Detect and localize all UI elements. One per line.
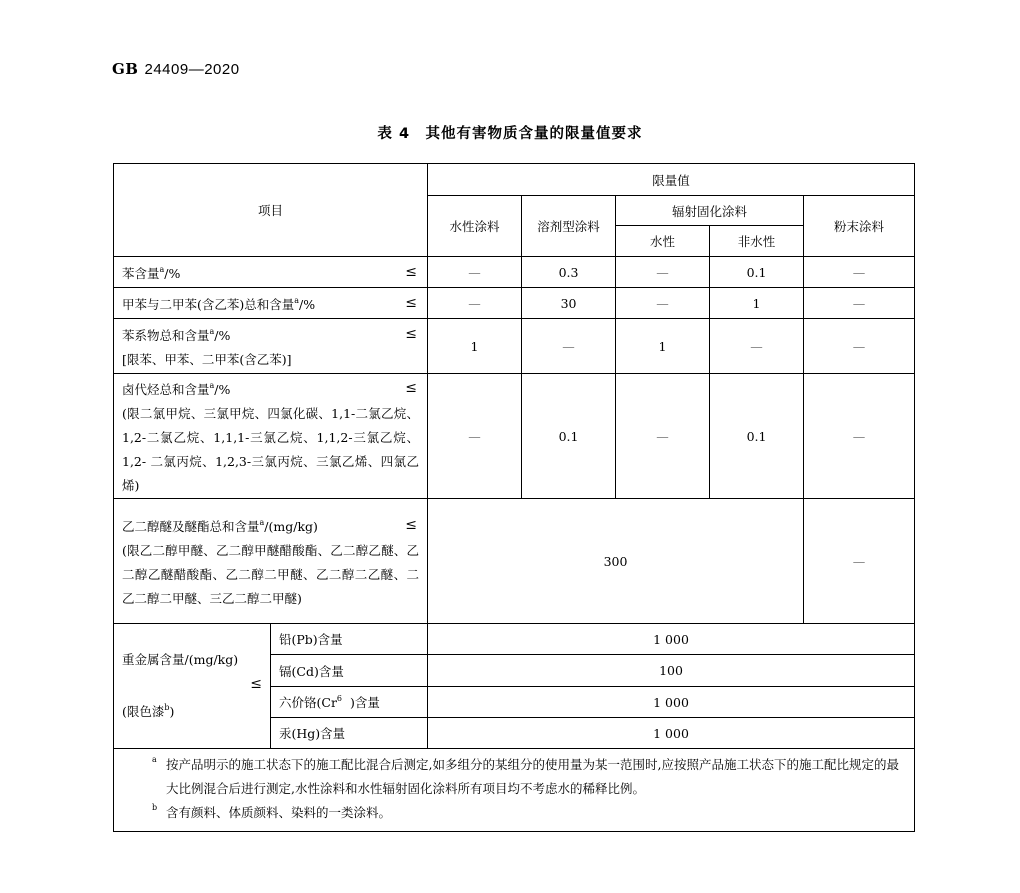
standard-number: 24409—2020 [144, 61, 240, 78]
row-label: 苯系物总和含量$^a$/% [122, 327, 231, 343]
value-cell: 1 [616, 319, 710, 374]
table-row [114, 624, 915, 655]
standard-header [112, 60, 240, 78]
header-water-based: 水性涂料 [428, 196, 522, 257]
row-label: 乙二醇醚及醚酯总和含量$^a$/(mg/kg) [122, 518, 318, 534]
header-limit-value: 限量值 [428, 164, 915, 196]
leq-symbol: ≤ [250, 676, 262, 692]
metal-label: 铅(Pb)含量 [271, 624, 428, 655]
table-title: 表 4 其他有害物质含量的限量值要求 [377, 126, 643, 142]
row-label: 卤代烃总和含量$^a$/% [122, 381, 231, 397]
header-powder: 粉末涂料 [804, 196, 915, 257]
value-cell: 0.3 [522, 257, 616, 288]
table-row [114, 499, 915, 624]
heavy-metal-label: 重金属含量/(mg/kg) [122, 652, 239, 667]
table-row [114, 288, 915, 319]
value-cell: 1 [710, 288, 804, 319]
value-cell: — [616, 374, 710, 499]
value-cell: — [428, 374, 522, 499]
metal-value: 100 [428, 655, 915, 687]
row-note: (限乙二醇甲醚、乙二醇甲醚醋酸酯、乙二醇乙醚、乙二醇乙醚醋酸酯、乙二醇二甲醚、乙二醇二乙醚、二乙二醇二甲醚、三乙二醇二甲醚) [122, 543, 420, 606]
value-cell: — [428, 257, 522, 288]
header-rad-water: 水性 [616, 226, 710, 257]
value-cell: 1 [428, 319, 522, 374]
value-cell: — [804, 319, 915, 374]
metal-value: 1 000 [428, 687, 915, 718]
row-note: [限苯、甲苯、二甲苯(含乙苯)] [122, 352, 292, 367]
footnote-a: a 按产品明示的施工状态下的施工配比混合后测定,如多组分的某组分的使用量为某一范围时,应按照产品施工状态下的施工配比规定的最大比例混合后进行测定,水性涂料和水性辐射固化涂料所有项目均不考虑水的稀释比例。 [152, 755, 899, 796]
table-notes [114, 749, 915, 832]
value-cell: — [616, 288, 710, 319]
header-solvent-based: 溶剂型涂料 [522, 196, 616, 257]
leq-symbol: ≤ [405, 517, 418, 533]
table-row [114, 374, 915, 499]
table-row [114, 319, 915, 374]
heavy-metal-label-cell [114, 624, 271, 749]
row-label: 苯含量$^a$/% [122, 265, 181, 281]
leq-symbol: ≤ [405, 264, 418, 280]
value-cell: 0.1 [522, 374, 616, 499]
value-cell: — [804, 499, 915, 624]
row-label: 甲苯与二甲苯(含乙苯)总和含量$^a$/% [122, 296, 316, 312]
value-cell: 30 [522, 288, 616, 319]
metal-value: 1 000 [428, 718, 915, 749]
header-radiation-curing: 辐射固化涂料 [616, 196, 804, 226]
leq-symbol: ≤ [405, 326, 418, 342]
value-cell: — [804, 288, 915, 319]
metal-label: 汞(Hg)含量 [271, 718, 428, 749]
header-item: 项目 [114, 164, 428, 257]
row-note: (限二氯甲烷、三氯甲烷、四氯化碳、1,1-二氯乙烷、1,2-二氯乙烷、1,1,1-三氯乙烷、1,1,2-三氯乙烷、1,2- 二氯丙烷、1,2,3-三氯丙烷、三氯乙烯、四氯乙烯) [122, 406, 420, 493]
footnote-b: b 含有颜料、体质颜料、染料的一类涂料。 [152, 803, 392, 820]
value-cell: 0.1 [710, 374, 804, 499]
value-cell: 0.1 [710, 257, 804, 288]
limits-table [113, 163, 915, 832]
standard-code: GB [112, 60, 139, 78]
value-cell-merged: 300 [428, 499, 804, 624]
value-cell: — [804, 257, 915, 288]
value-cell: — [428, 288, 522, 319]
header-rad-nonwater: 非水性 [710, 226, 804, 257]
leq-symbol: ≤ [405, 295, 418, 311]
value-cell: — [710, 319, 804, 374]
value-cell: — [522, 319, 616, 374]
metal-label: 镉(Cd)含量 [271, 655, 428, 687]
metal-value: 1 000 [428, 624, 915, 655]
metal-label: 六价铬(Cr$^6$ )含量 [271, 687, 428, 718]
value-cell: — [616, 257, 710, 288]
heavy-metal-note: (限色漆$^b$) [122, 703, 175, 719]
table-row [114, 257, 915, 288]
value-cell: — [804, 374, 915, 499]
leq-symbol: ≤ [405, 380, 418, 396]
